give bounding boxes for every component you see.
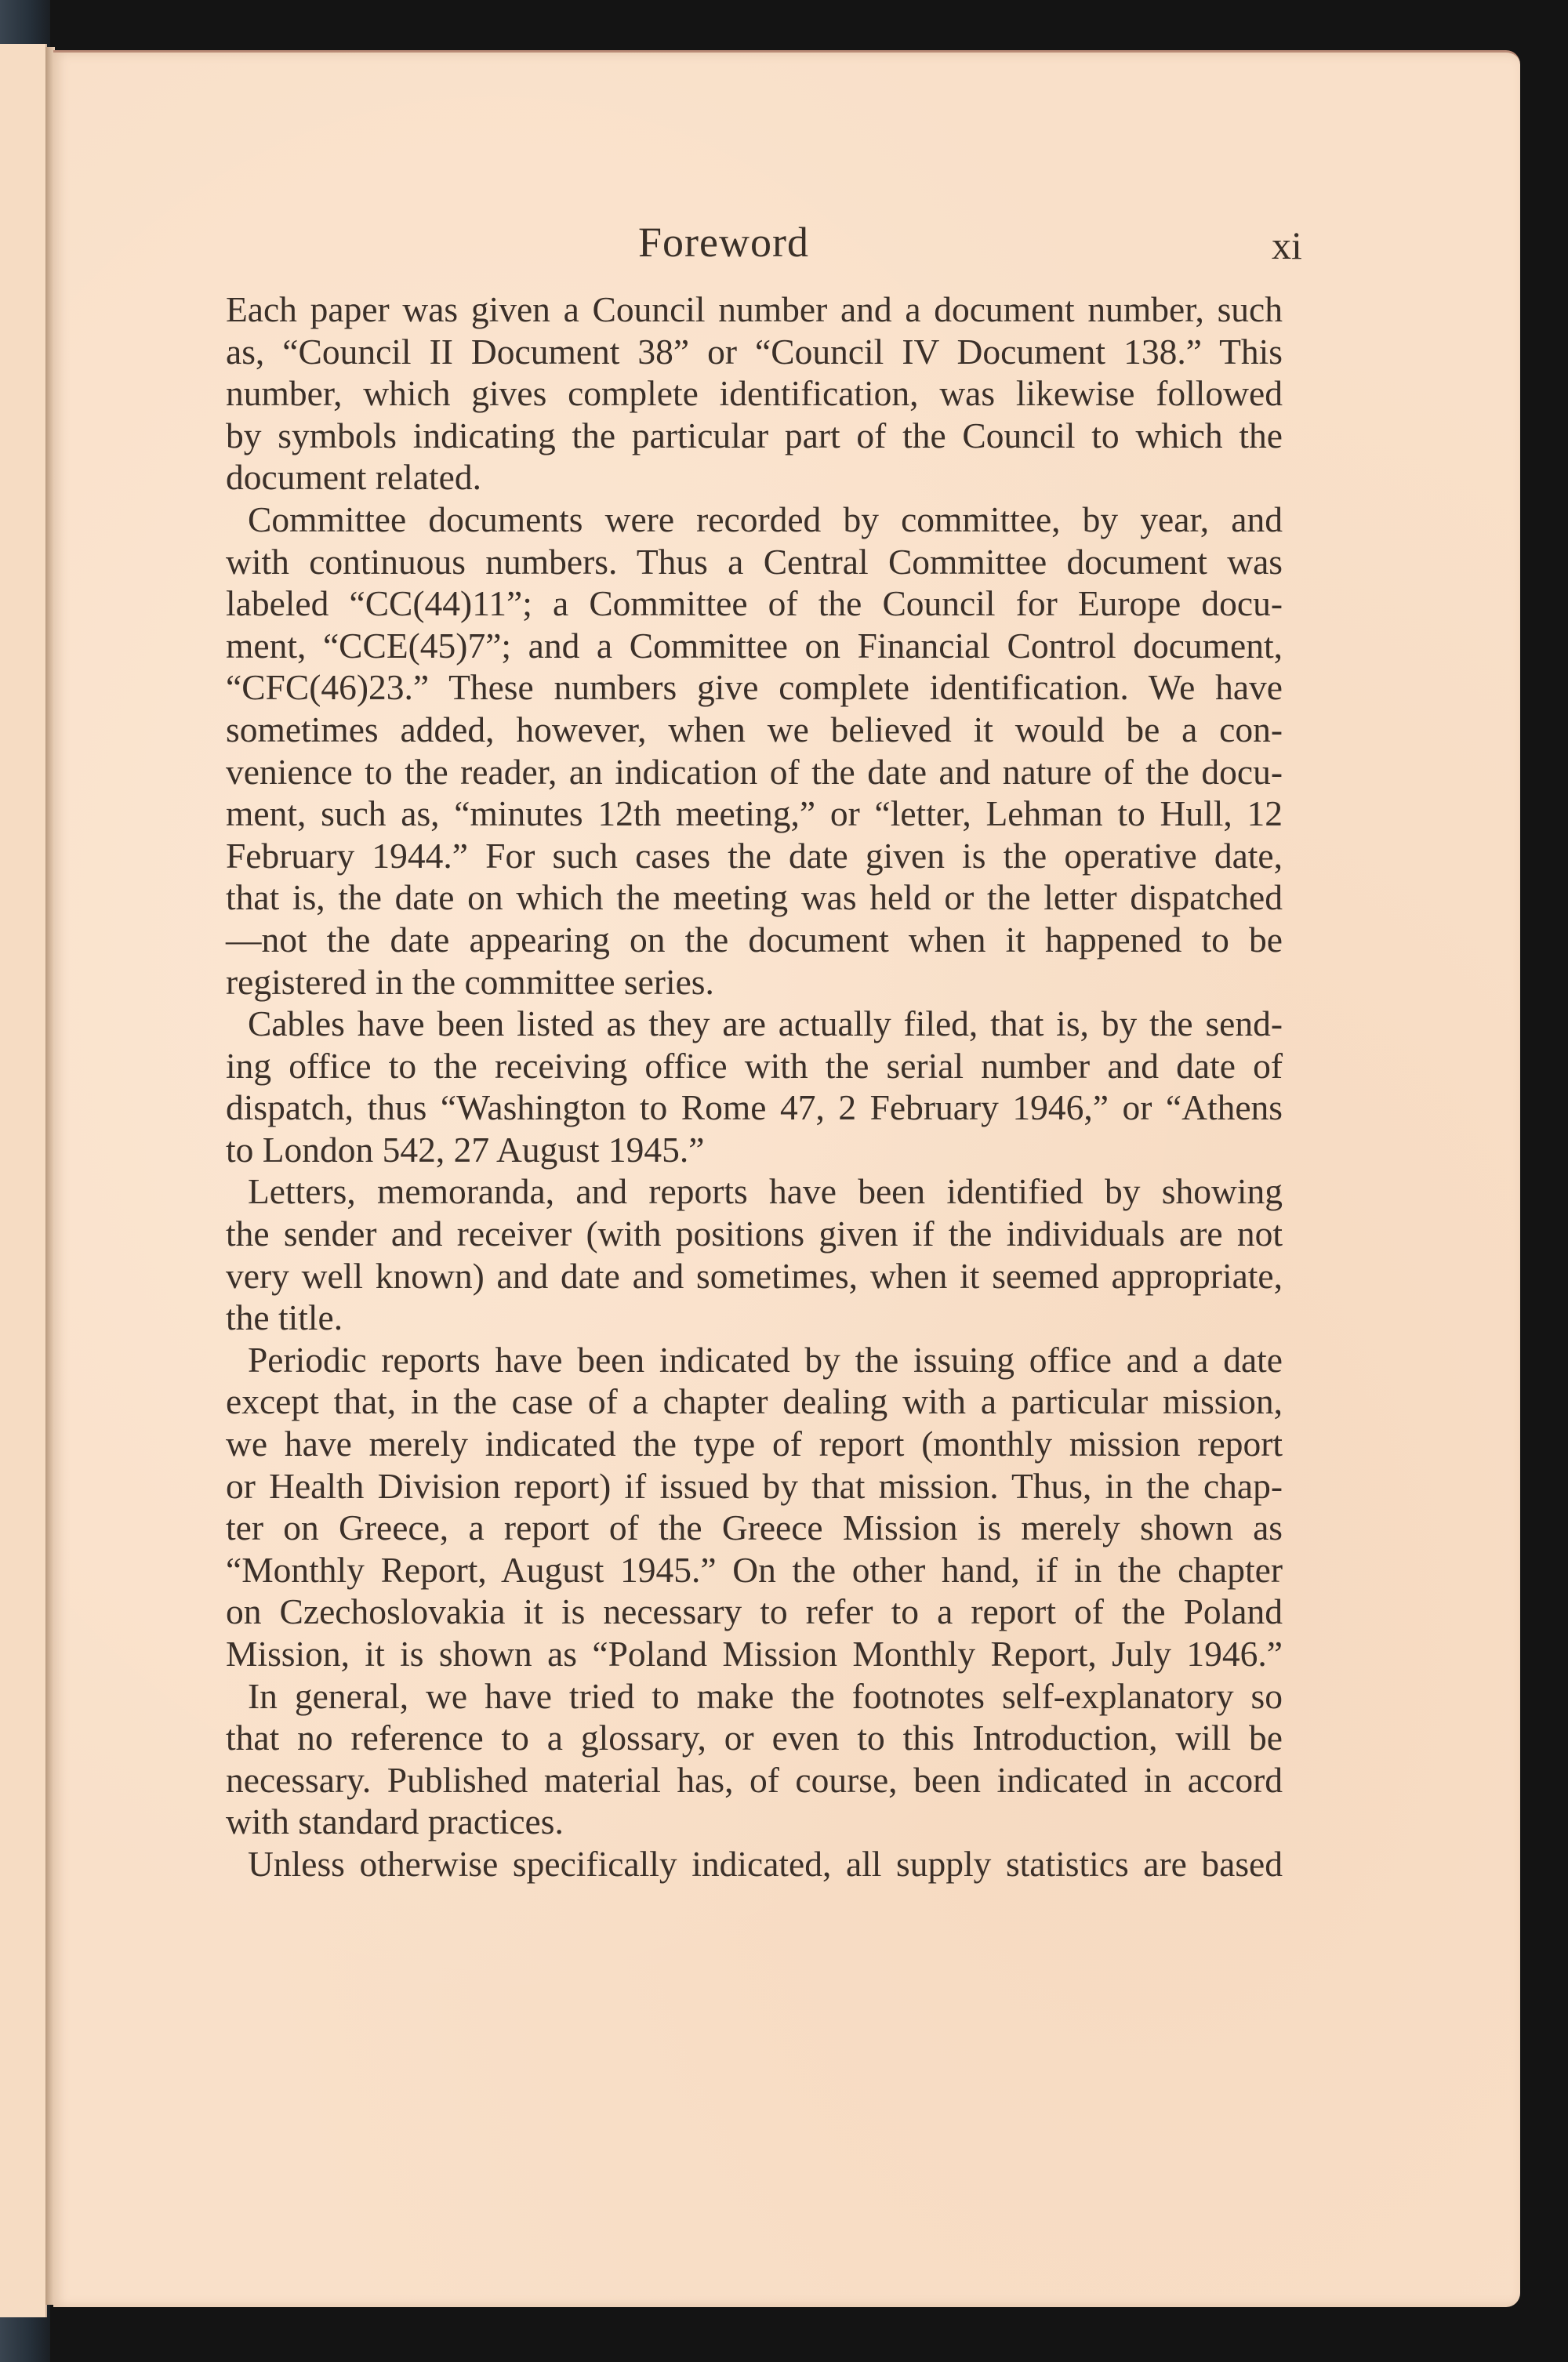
text-line: by symbols indicating the particular part of the Council to which the: [226, 415, 1283, 455]
facing-page-edge: [0, 44, 47, 2317]
text-line: February 1944.” For such cases the date given is the operative date,: [226, 835, 1283, 876]
text-line: In general, we have tried to make the footnotes self-explanatory so: [248, 1675, 1283, 1716]
text-line: to London 542, 27 August 1945.”: [226, 1129, 705, 1170]
text-line: “CFC(46)23.” These numbers give complete identification. We have: [226, 667, 1283, 708]
text-line: venience to the reader, an indication of the date and nature of the docu-: [226, 751, 1283, 792]
body-text: [226, 288, 1283, 1885]
text-line: the sender and receiver (with positions given if the individuals are not: [226, 1214, 1283, 1254]
text-line: or Health Division report) if issued by that mission. Thus, in the chap-: [226, 1465, 1283, 1506]
text-line: with continuous numbers. Thus a Central Committee document was: [226, 541, 1283, 582]
text-line: we have merely indicated the type of report (monthly mission report: [226, 1424, 1283, 1464]
text-line: with standard practices.: [226, 1801, 564, 1842]
text-line: Committee documents were recorded by committee, by year, and: [248, 499, 1283, 539]
text-line: labeled “CC(44)11”; a Committee of the Council for Europe docu-: [226, 583, 1283, 624]
running-title: Foreword: [638, 219, 809, 266]
text-line: registered in the committee series.: [226, 961, 714, 1002]
text-line: on Czechoslovakia it is necessary to refer to a report of the Poland: [226, 1591, 1283, 1632]
text-line: document related.: [226, 457, 481, 498]
text-line: Unless otherwise specifically indicated, all supply statistics are based: [248, 1843, 1283, 1884]
text-line: that no reference to a glossary, or even to this Introduction, will be: [226, 1718, 1283, 1758]
text-line: ment, “CCE(45)7”; and a Committee on Financial Control document,: [226, 625, 1283, 666]
text-line: the title.: [226, 1297, 343, 1338]
text-line: dispatch, thus “Washington to Rome 47, 2 February 1946,” or “Athens: [226, 1087, 1283, 1128]
text-line: very well known) and date and sometimes, when it seemed appropriate,: [226, 1255, 1283, 1296]
text-line: Letters, memoranda, and reports have been identified by showing: [248, 1171, 1283, 1212]
text-line: number, which gives complete identification, was likewise followed: [226, 373, 1283, 414]
text-line: except that, in the case of a chapter dealing with a particular mission,: [226, 1381, 1283, 1422]
text-line: “Monthly Report, August 1945.” On the other hand, if in the chapter: [226, 1549, 1283, 1590]
text-line: ter on Greece, a report of the Greece Mission is merely shown as: [226, 1508, 1283, 1548]
text-line: Each paper was given a Council number and a document number, such: [226, 289, 1283, 329]
text-line: necessary. Published material has, of course, been indicated in accord: [226, 1759, 1283, 1800]
text-line: that is, the date on which the meeting was held or the letter dispatched: [226, 877, 1283, 918]
text-line: ment, such as, “minutes 12th meeting,” or “letter, Lehman to Hull, 12: [226, 793, 1283, 834]
page-number: xi: [1272, 223, 1302, 267]
text-line: ing office to the receiving office with the serial number and date of: [226, 1045, 1283, 1086]
text-line: Cables have been listed as they are actually filed, that is, by the send-: [248, 1003, 1283, 1044]
text-line: sometimes added, however, when we believed it would be a con-: [226, 709, 1283, 749]
text-line: Periodic reports have been indicated by the issuing office and a date: [248, 1339, 1283, 1380]
text-line: —not the date appearing on the document when it happened to be: [226, 919, 1283, 960]
running-head: [0, 218, 1568, 281]
text-line: as, “Council II Document 38” or “Council IV Document 138.” This: [226, 331, 1283, 372]
text-line: Mission, it is shown as “Poland Mission Monthly Report, July 1946.”: [226, 1634, 1283, 1674]
